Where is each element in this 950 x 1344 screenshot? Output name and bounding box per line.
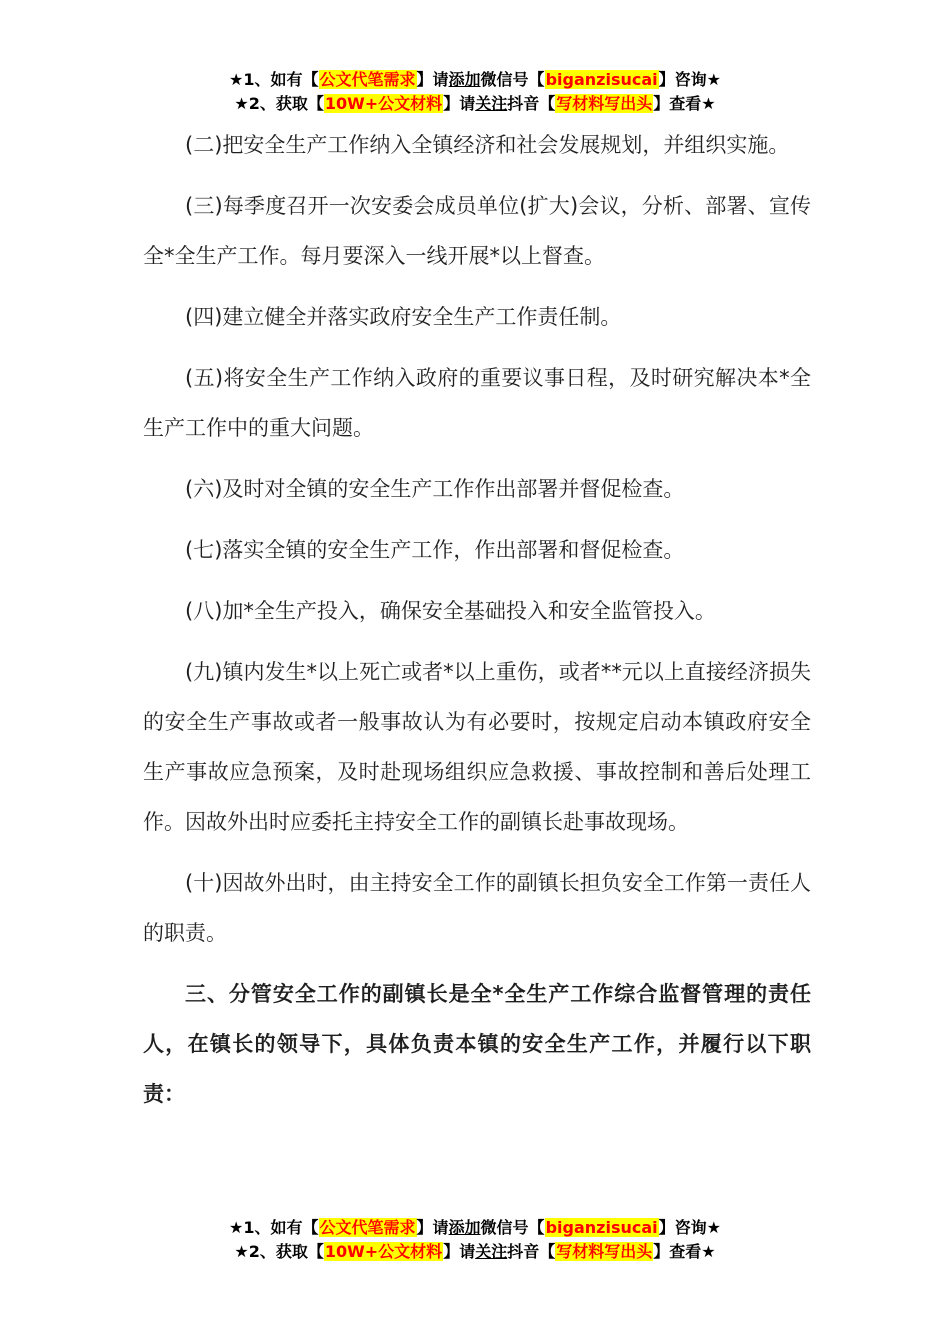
banner-text: ★1、如有【 bbox=[229, 70, 319, 89]
banner-underline: 关注 bbox=[475, 1242, 508, 1261]
banner-douyin-id: 写材料写出头 bbox=[556, 1242, 653, 1261]
banner-text: ★1、如有【 bbox=[229, 1218, 319, 1237]
banner-text: 】查看★ bbox=[653, 1242, 716, 1261]
banner-text: 抖音【 bbox=[507, 1242, 556, 1261]
banner-text: 】请 bbox=[416, 1218, 449, 1237]
paragraph-9: (九)镇内发生*以上死亡或者*以上重伤，或者**元以上直接经济损失的安全生产事故或者一般事故认为有必要时，按规定启动本镇政府安全生产事故应急预案，及时赴现场组织应急救援、事故控制和善后处理工作。因故外出时应委托主持安全工作的副镇长赴事故现场。 bbox=[143, 660, 811, 834]
banner-text: 】咨询★ bbox=[658, 1218, 721, 1237]
banner-underline: 关注 bbox=[475, 94, 508, 113]
banner-underline: 添加 bbox=[448, 70, 481, 89]
banner-line-1 bbox=[0, 1216, 950, 1240]
banner-text: 】咨询★ bbox=[658, 70, 721, 89]
banner-text: 】请 bbox=[443, 1242, 476, 1261]
paragraph-7: (七)落实全镇的安全生产工作，作出部署和督促检查。 bbox=[185, 538, 685, 562]
document-body bbox=[143, 120, 811, 1130]
banner-line-2 bbox=[0, 92, 950, 116]
banner-text: 】查看★ bbox=[653, 94, 716, 113]
banner-highlight: 公文代笔需求 bbox=[319, 70, 416, 89]
banner-highlight: 10W+公文材料 bbox=[324, 1242, 443, 1261]
banner-text: ★2、获取【 bbox=[234, 94, 324, 113]
banner-line-1 bbox=[0, 68, 950, 92]
banner-text: 微信号【 bbox=[480, 1218, 545, 1237]
banner-text: 】请 bbox=[443, 94, 476, 113]
banner-text: 微信号【 bbox=[480, 70, 545, 89]
banner-highlight: 公文代笔需求 bbox=[319, 1218, 416, 1237]
paragraph-8: (八)加*全生产投入，确保安全基础投入和安全监管投入。 bbox=[185, 599, 716, 623]
footer-banner bbox=[0, 1216, 950, 1264]
banner-text: ★2、获取【 bbox=[234, 1242, 324, 1261]
banner-underline: 添加 bbox=[448, 1218, 481, 1237]
section-heading: 三、分管安全工作的副镇长是全*全生产工作综合监督管理的责任人，在镇长的领导下，具体负责本镇的安全生产工作，并履行以下职责： bbox=[143, 982, 811, 1106]
banner-wechat-id: biganzisucai bbox=[545, 70, 658, 89]
paragraph-6: (六)及时对全镇的安全生产工作作出部署并督促检查。 bbox=[185, 477, 685, 501]
paragraph-10: (十)因故外出时，由主持安全工作的副镇长担负安全工作第一责任人的职责。 bbox=[143, 871, 811, 945]
header-banner bbox=[0, 68, 950, 116]
banner-douyin-id: 写材料写出头 bbox=[556, 94, 653, 113]
banner-text: 】请 bbox=[416, 70, 449, 89]
banner-line-2 bbox=[0, 1240, 950, 1264]
paragraph-2: (二)把安全生产工作纳入全镇经济和社会发展规划，并组织实施。 bbox=[185, 133, 790, 157]
banner-text: 抖音【 bbox=[507, 94, 556, 113]
banner-highlight: 10W+公文材料 bbox=[324, 94, 443, 113]
banner-wechat-id: biganzisucai bbox=[545, 1218, 658, 1237]
paragraph-3: (三)每季度召开一次安委会成员单位(扩大)会议，分析、部署、宣传全*全生产工作。每月要深入一线开展*以上督查。 bbox=[143, 194, 811, 268]
paragraph-5: (五)将安全生产工作纳入政府的重要议事日程，及时研究解决本*全生产工作中的重大问题。 bbox=[143, 366, 811, 440]
paragraph-4: (四)建立健全并落实政府安全生产工作责任制。 bbox=[185, 305, 622, 329]
